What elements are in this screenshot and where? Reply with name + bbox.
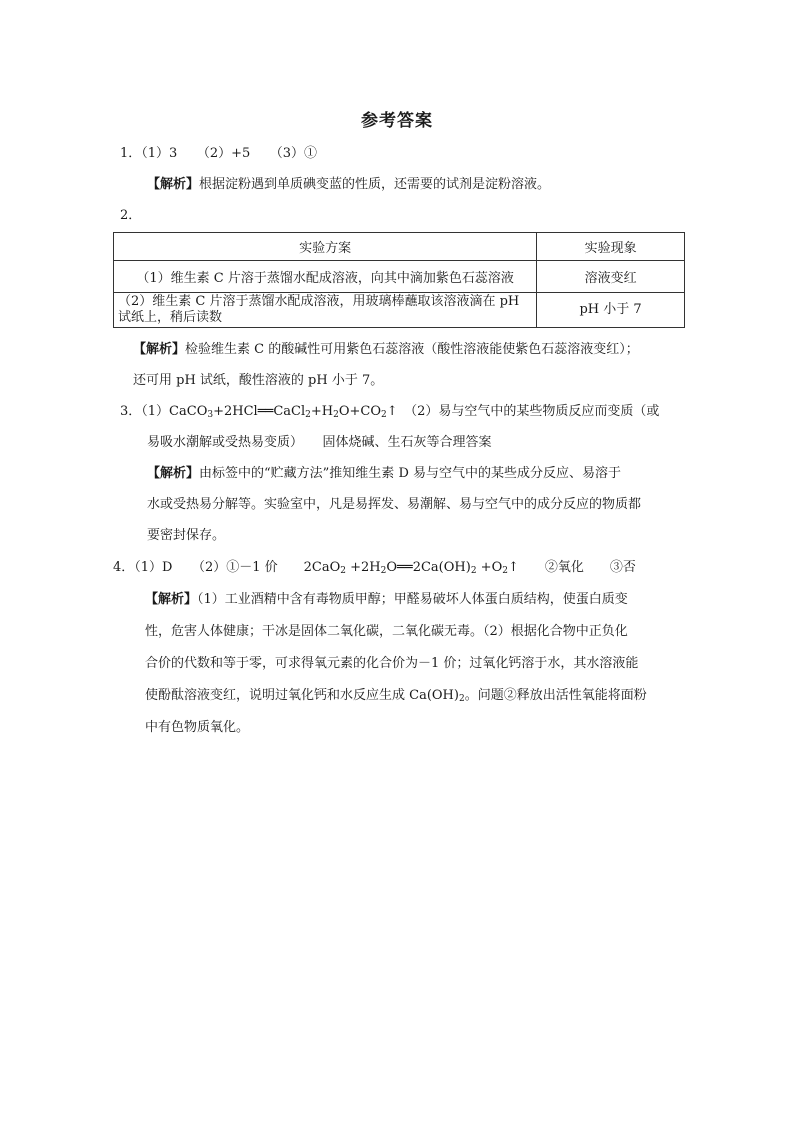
experiment-table <box>113 232 685 328</box>
analysis-tag: 【解析】 <box>133 342 186 357</box>
q4-analysis-text1: （1）工业酒精中含有毒物质甲醇；甲醛易破坏人体蛋白质结构，使蛋白质变 <box>197 592 628 607</box>
q1-analysis <box>147 176 550 194</box>
q4-analysis-part: 使酚酞溶液变红，说明过氧化钙和水反应生成 Ca(OH) <box>145 688 459 703</box>
q3-analysis-line1 <box>147 465 621 483</box>
analysis-tag: 【解析】 <box>147 466 200 481</box>
q2-number: 2． <box>120 208 142 223</box>
analysis-tag: 【解析】 <box>147 177 200 192</box>
q1-answer: 1．（1）3 （2）+5 （3）① <box>120 146 318 161</box>
q4-eq-part: +O <box>476 560 503 575</box>
subscript: 2 <box>333 410 339 420</box>
q3-eq-part: ↑ （2）易与空气中的某些物质反应而变质（或 <box>386 404 660 419</box>
subscript: 2 <box>458 694 465 704</box>
table-cell-plan: （1）维生素 C 片溶于蒸馏水配成溶液，向其中滴加紫色石蕊溶液 <box>114 261 537 293</box>
q3-number: 3． <box>120 404 142 419</box>
table-cell-phenomenon: 溶液变红 <box>537 261 685 293</box>
q4-eq-part: O══2Ca(OH) <box>386 560 471 575</box>
table-cell-plan: （2）维生素 C 片溶于蒸馏水配成溶液，用玻璃棒蘸取该溶液滴在 pH 试纸上，稍后读数 <box>114 293 537 328</box>
q4-eq-part: ↑ ②氧化 ③否 <box>507 560 636 575</box>
subscript: 2 <box>340 566 347 576</box>
q3-analysis-line2: 水或受热易分解等。实验室中，凡是易挥发、易潮解、易与空气中的成分反应的物质都 <box>147 497 642 512</box>
q2-analysis-text1: 检验维生素 C 的酸碱性可用紫色石蕊溶液（酸性溶液能使紫色石蕊溶液变红）； <box>185 342 639 357</box>
q4-analysis-line1 <box>145 591 628 609</box>
q4-analysis-part: 。问题②释放出活性氧能将面粉 <box>464 688 647 703</box>
q3-eq-part: O+CO <box>338 404 382 419</box>
q4-answer-line1 <box>113 559 636 577</box>
q4-number: 4． <box>113 560 135 575</box>
subscript: 3 <box>207 410 214 420</box>
q4-analysis-line5: 中有色物质氧化。 <box>145 720 250 735</box>
q3-eq-part: +H <box>310 404 334 419</box>
q3-eq-part: +2HCl══CaCl <box>213 404 306 419</box>
q3-eq-part: （1）CaCO <box>141 404 208 419</box>
q3-answer-line2: 易吸水潮解或受热易变质） 固体烧碱、生石灰等合理答案 <box>147 435 492 450</box>
q4-eq-part: （1）D （2）①－1 价 2CaO <box>134 560 341 575</box>
q2-analysis-line1 <box>133 341 639 359</box>
table-header-row <box>114 233 685 261</box>
q3-analysis-text1: 由标签中的“贮藏方法”推知维生素 D 易与空气中的某些成分反应、易溶于 <box>199 466 621 481</box>
subscript: 2 <box>380 566 387 576</box>
subscript: 2 <box>381 410 387 420</box>
table-cell-phenomenon: pH 小于 7 <box>537 293 685 328</box>
subscript: 2 <box>470 566 477 576</box>
table-row <box>114 261 685 293</box>
q4-analysis-line2: 性，危害人体健康；干冰是固体二氧化碳，二氧化碳无毒。（2）根据化合物中正负化 <box>145 624 628 639</box>
q4-analysis-line4 <box>145 687 647 705</box>
page-title: 参考答案 <box>361 111 433 131</box>
q3-analysis-line3: 要密封保存。 <box>147 528 226 543</box>
table-row <box>114 293 685 328</box>
table-header-phenomenon: 实验现象 <box>537 233 685 261</box>
analysis-tag: 【解析】 <box>145 592 198 607</box>
subscript: 2 <box>305 410 311 420</box>
q1-analysis-text: 根据淀粉遇到单质碘变蓝的性质，还需要的试剂是淀粉溶液。 <box>199 177 551 192</box>
q4-eq-part: +2H <box>346 560 381 575</box>
subscript: 2 <box>502 566 508 576</box>
q3-answer-line1 <box>120 403 659 421</box>
table-header-plan: 实验方案 <box>114 233 537 261</box>
q2-analysis-line2: 还可用 pH 试纸，酸性溶液的 pH 小于 7。 <box>133 373 384 388</box>
q4-analysis-line3: 合价的代数和等于零，可求得氧元素的化合价为－1 价；过氧化钙溶于水，其水溶液能 <box>145 656 639 671</box>
